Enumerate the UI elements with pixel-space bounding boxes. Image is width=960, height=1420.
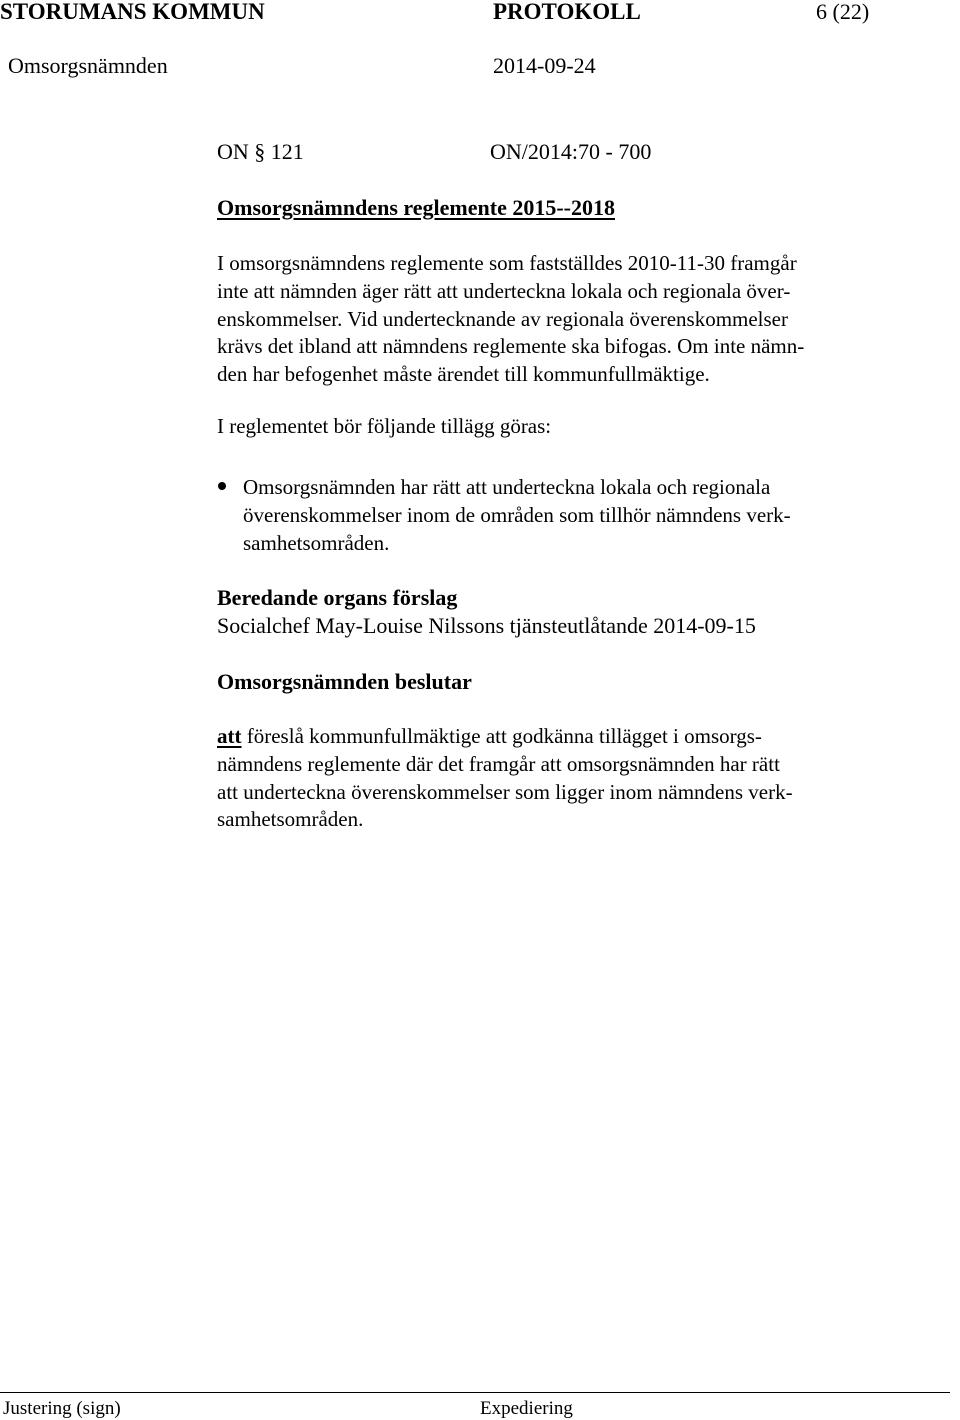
intro-paragraph [217, 250, 804, 389]
intro-line: inte att nämnden äger rätt att underteckna lokala och regionala över- [217, 278, 791, 303]
case-number: ON § 121 [217, 139, 304, 164]
reference-number: ON/2014:70 - 700 [490, 139, 652, 164]
bullet-line: samhetsområden. [243, 530, 390, 555]
intro-line: krävs det ibland att nämndens reglemente ska bifogas. Om inte nämn- [217, 334, 805, 359]
additions-intro: I reglementet bör följande tillägg göras: [217, 414, 552, 438]
bullet-icon [218, 482, 226, 490]
proposal-text: Socialchef May-Louise Nilssons tjänsteutlåtande 2014-09-15 [217, 613, 756, 638]
bullet-line: överenskommelser inom de områden som tillhör nämndens verk- [243, 502, 791, 527]
header-organization: STORUMANS KOMMUN [0, 0, 265, 24]
footer-dispatch-label: Expediering [480, 1398, 573, 1419]
footer-divider [0, 1392, 950, 1393]
header-committee: Omsorgsnämnden [8, 53, 168, 78]
proposal-heading: Beredande organs förslag [217, 585, 458, 610]
intro-line: den har befogenhet måste ärendet till kommunfullmäktige. [217, 362, 710, 387]
item-title: Omsorgsnämndens reglemente 2015--2018 [217, 195, 615, 220]
bullet-item [243, 474, 791, 557]
bullet-line: Omsorgsnämnden har rätt att underteckna lokala och regionala [243, 475, 771, 499]
decision-paragraph [217, 723, 793, 834]
decision-line: nämndens reglemente där det framgår att omsorgsnämnden har rätt [217, 751, 780, 776]
footer-signature-label: Justering (sign) [3, 1398, 121, 1419]
decision-keyword: att [217, 724, 242, 748]
intro-line: enskommelser. Vid undertecknande av regionala överenskommelser [217, 306, 788, 331]
decision-heading: Omsorgsnämnden beslutar [217, 669, 472, 694]
decision-first-line-text: föreslå kommunfullmäktige att godkänna tillägget i omsorgs- [241, 724, 762, 748]
header-meeting-date: 2014-09-24 [493, 53, 596, 78]
header-document-type: PROTOKOLL [493, 0, 641, 24]
header-page-number: 6 (22) [816, 0, 870, 24]
decision-line: att underteckna överenskommelser som ligger inom nämndens verk- [217, 779, 793, 804]
intro-line: I omsorgsnämndens reglemente som fastställdes 2010-11-30 framgår [217, 251, 797, 275]
decision-line: samhetsområden. [217, 807, 364, 832]
decision-line [217, 723, 793, 751]
